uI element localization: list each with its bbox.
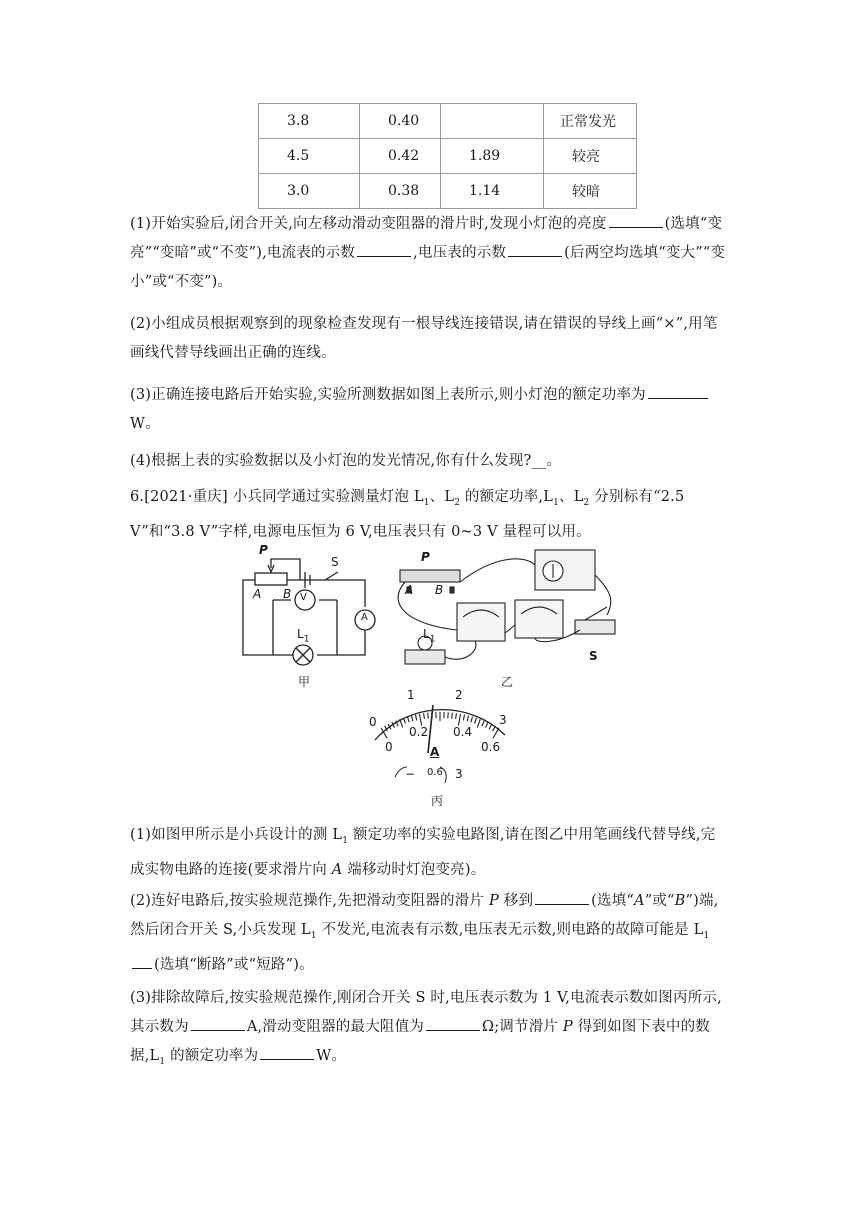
- q6-intro-text: 、L: [559, 489, 584, 505]
- dial-tick: [489, 724, 492, 729]
- scale-top-label: 1: [407, 688, 415, 702]
- dial-tick: [420, 714, 422, 726]
- dial-tick: [407, 717, 409, 723]
- switch-image: [575, 620, 615, 634]
- q6-intro: [130, 483, 730, 547]
- q6-part2-text: ”)端,然后闭合开关 S,小兵发现 L: [130, 893, 719, 938]
- voltmeter-v-label: V: [300, 592, 307, 603]
- answer-blank[interactable]: [132, 954, 152, 969]
- q6-part1-italic: A: [331, 861, 343, 878]
- q6-part1-text: (1)如图甲所示是小兵设计的测 L: [130, 827, 343, 843]
- q5-part4: (4)根据上表的实验数据以及小灯泡的发光情况,你有什么发现?__。: [130, 453, 562, 469]
- switch-s-label: S: [589, 649, 598, 663]
- q6-part3: [130, 984, 730, 1077]
- switch-s-label: S: [331, 555, 339, 569]
- q5-part2: (2)小组成员根据观察到的现象检查发现有一根导线连接错误,请在错误的导线上画“×”,用笔画线代替导线画出正确的连线。: [130, 316, 718, 361]
- q5-part3-text: (3)正确连接电路后开始实验,实验所测数据如图上表所示,则小灯泡的额定功率为: [130, 387, 646, 403]
- circuit-figure: [235, 545, 625, 815]
- q6-part3-text: Ω;调节滑片: [482, 1019, 563, 1035]
- subscript: 1: [303, 634, 310, 645]
- table-cell: [441, 104, 544, 139]
- figure-yi-label: 乙: [501, 675, 514, 689]
- q6-part1-text: 端移动时灯泡变亮)。: [342, 861, 486, 878]
- real-circuit-yi: [398, 550, 615, 664]
- q5-part1-text: (后两空均选填“变大”“变小”或“不变”)。: [130, 245, 726, 290]
- scale-bottom-label: 0.2: [409, 725, 429, 739]
- ammeter-a-label: A: [361, 612, 368, 623]
- dial-tick: [452, 713, 453, 719]
- terminal-label: 0.6: [427, 767, 443, 778]
- lamp-holder-image: [405, 650, 445, 664]
- table-row: [259, 174, 637, 209]
- lamp-l1-label: [423, 627, 435, 644]
- end-b-label: B: [283, 587, 292, 601]
- figure-jia-label: 甲: [298, 675, 311, 689]
- end-a-label: A: [253, 587, 262, 601]
- dial-tick: [424, 713, 425, 719]
- dial-tick: [475, 718, 477, 724]
- meter-unit-label: A: [430, 745, 440, 759]
- terminal-label: 3: [455, 767, 463, 781]
- q5-part1-text: ,电压表的示数: [413, 245, 507, 261]
- table-cell: 4.5: [259, 139, 360, 174]
- dial-tick: [456, 713, 457, 719]
- subscript: 1: [553, 497, 560, 508]
- table-row: [259, 104, 637, 139]
- q5-part3-text: W。: [130, 416, 160, 432]
- table-cell: 较亮: [544, 139, 637, 174]
- scale-bottom-label: 0.4: [453, 725, 473, 739]
- slider-p-label: P: [259, 543, 268, 557]
- q6-intro-text: 6.[2021·重庆] 小兵同学通过实验测量灯泡 L: [130, 489, 424, 505]
- q6-part2-text: 移到: [498, 893, 534, 909]
- end-a-label: A: [405, 583, 414, 597]
- dial-tick: [458, 714, 460, 726]
- dial-tick: [411, 716, 412, 722]
- subscript: 1: [342, 835, 349, 846]
- q6-part3-italic: P: [562, 1019, 573, 1035]
- q6-part2-text: ”或“: [644, 893, 675, 909]
- q6-intro-text: 、L: [429, 489, 455, 505]
- answer-blank[interactable]: [191, 1016, 245, 1031]
- subscript: 2: [583, 497, 590, 508]
- dial-tick: [428, 713, 429, 719]
- q6-intro-text: 的额定功率,L: [460, 489, 554, 505]
- table-cell: 正常发光: [544, 104, 637, 139]
- lamp-l-text: L: [423, 627, 430, 641]
- q6-part3-text: 的额定功率为: [165, 1048, 259, 1064]
- subscript: 2: [454, 497, 461, 508]
- rheostat-image: [400, 570, 460, 582]
- q6-part2-text: (2)连好电路后,按实验规范操作,先把滑动变阻器的滑片: [130, 893, 489, 909]
- scale-bottom-label: 0.6: [481, 740, 501, 754]
- q5-part1: [130, 210, 730, 297]
- subscript: 1: [423, 497, 430, 508]
- q6-part3-text: A,滑动变阻器的最大阻值为: [246, 1019, 424, 1035]
- q6-part1: [130, 821, 730, 885]
- q5-part1-text: (选填“变亮”“变暗”或“不变”),电流表的示数: [130, 216, 723, 261]
- dial-tick: [463, 715, 464, 721]
- end-b-label: B: [435, 583, 444, 597]
- table-cell: 0.42: [360, 139, 441, 174]
- table-cell: 3.8: [259, 104, 360, 139]
- answer-blank[interactable]: [357, 242, 411, 257]
- terminal-label: −: [405, 767, 416, 781]
- q6-part2: [130, 887, 730, 980]
- scale-top-label: 3: [499, 713, 507, 727]
- q5-part1-text: (1)开始实验后,闭合开关,向左移动滑动变阻器的滑片时,发现小灯泡的亮度: [130, 216, 607, 232]
- q6-part2-text: (选填“: [591, 893, 635, 909]
- dial-tick: [486, 722, 488, 727]
- figure-bing-label: 丙: [431, 794, 444, 808]
- measurement-table: [258, 103, 637, 209]
- lamp-l1-label: [297, 627, 309, 644]
- dial-tick: [482, 721, 484, 727]
- rheostat-symbol: [255, 573, 287, 585]
- scale-top-label: 2: [455, 688, 463, 702]
- table-cell: 1.14: [441, 174, 544, 209]
- subscript: 1: [703, 930, 710, 941]
- table-cell: 较暗: [544, 174, 637, 209]
- ammeter-image: [515, 600, 563, 638]
- dial-tick: [477, 719, 480, 727]
- slider-p-label: P: [421, 550, 430, 564]
- q6-intro-text: 分别标有“2.5 V”和“3.8 V”字样,电源电压恒为 6 V,电压表只有 0~3 V 量程可以用。: [130, 489, 685, 540]
- answer-blank[interactable]: [609, 213, 663, 228]
- table-row: [259, 139, 637, 174]
- table-cell: 0.40: [360, 104, 441, 139]
- table-cell: 3.0: [259, 174, 360, 209]
- q6-part2-text: (选填“断路”或“短路”)。: [154, 956, 314, 973]
- q6-part3-text: W。: [316, 1048, 347, 1064]
- q6-part3-text: (3)排除故障后,按实验规范操作,刚闭合开关 S 时,电压表示数为 1 V,电流表示数如图丙所示,其示数为: [130, 990, 722, 1035]
- answer-blank[interactable]: [260, 1045, 314, 1060]
- scale-bottom-label: 0: [385, 740, 393, 754]
- q5-part3: [130, 381, 730, 439]
- q6-part1-text: 额定功率的实验电路图,请在图乙中用笔画线代替导线,完成实物电路的连接(要求滑片向: [130, 827, 716, 878]
- q6-part3-text: 得到如图下表中的数据,L: [130, 1019, 710, 1064]
- answer-blank[interactable]: [426, 1016, 480, 1031]
- q6-part2-italic: P: [488, 893, 499, 909]
- table-cell: 0.38: [360, 174, 441, 209]
- circuit-diagram-jia: [243, 559, 375, 665]
- answer-blank[interactable]: [508, 242, 562, 257]
- dial-tick: [467, 716, 468, 722]
- dial-tick: [400, 719, 403, 727]
- dial-tick: [415, 715, 416, 721]
- subscript: 1: [159, 1056, 166, 1067]
- dial-tick: [471, 717, 473, 723]
- scale-top-label: 0: [369, 715, 377, 729]
- q6-part2-text: 不发光,电流表有示数,电压表无示数,则电路的故障可能是 L: [316, 922, 704, 938]
- table-cell: 1.89: [441, 139, 544, 174]
- subscript: 1: [429, 634, 436, 645]
- q6-part2-italic: A: [634, 893, 645, 909]
- q6-part2-italic: B: [674, 893, 686, 909]
- subscript: 1: [310, 930, 317, 941]
- answer-blank[interactable]: [648, 384, 708, 399]
- voltmeter-image: [457, 603, 505, 641]
- answer-blank[interactable]: [535, 890, 589, 905]
- lamp-l-text: L: [297, 627, 304, 641]
